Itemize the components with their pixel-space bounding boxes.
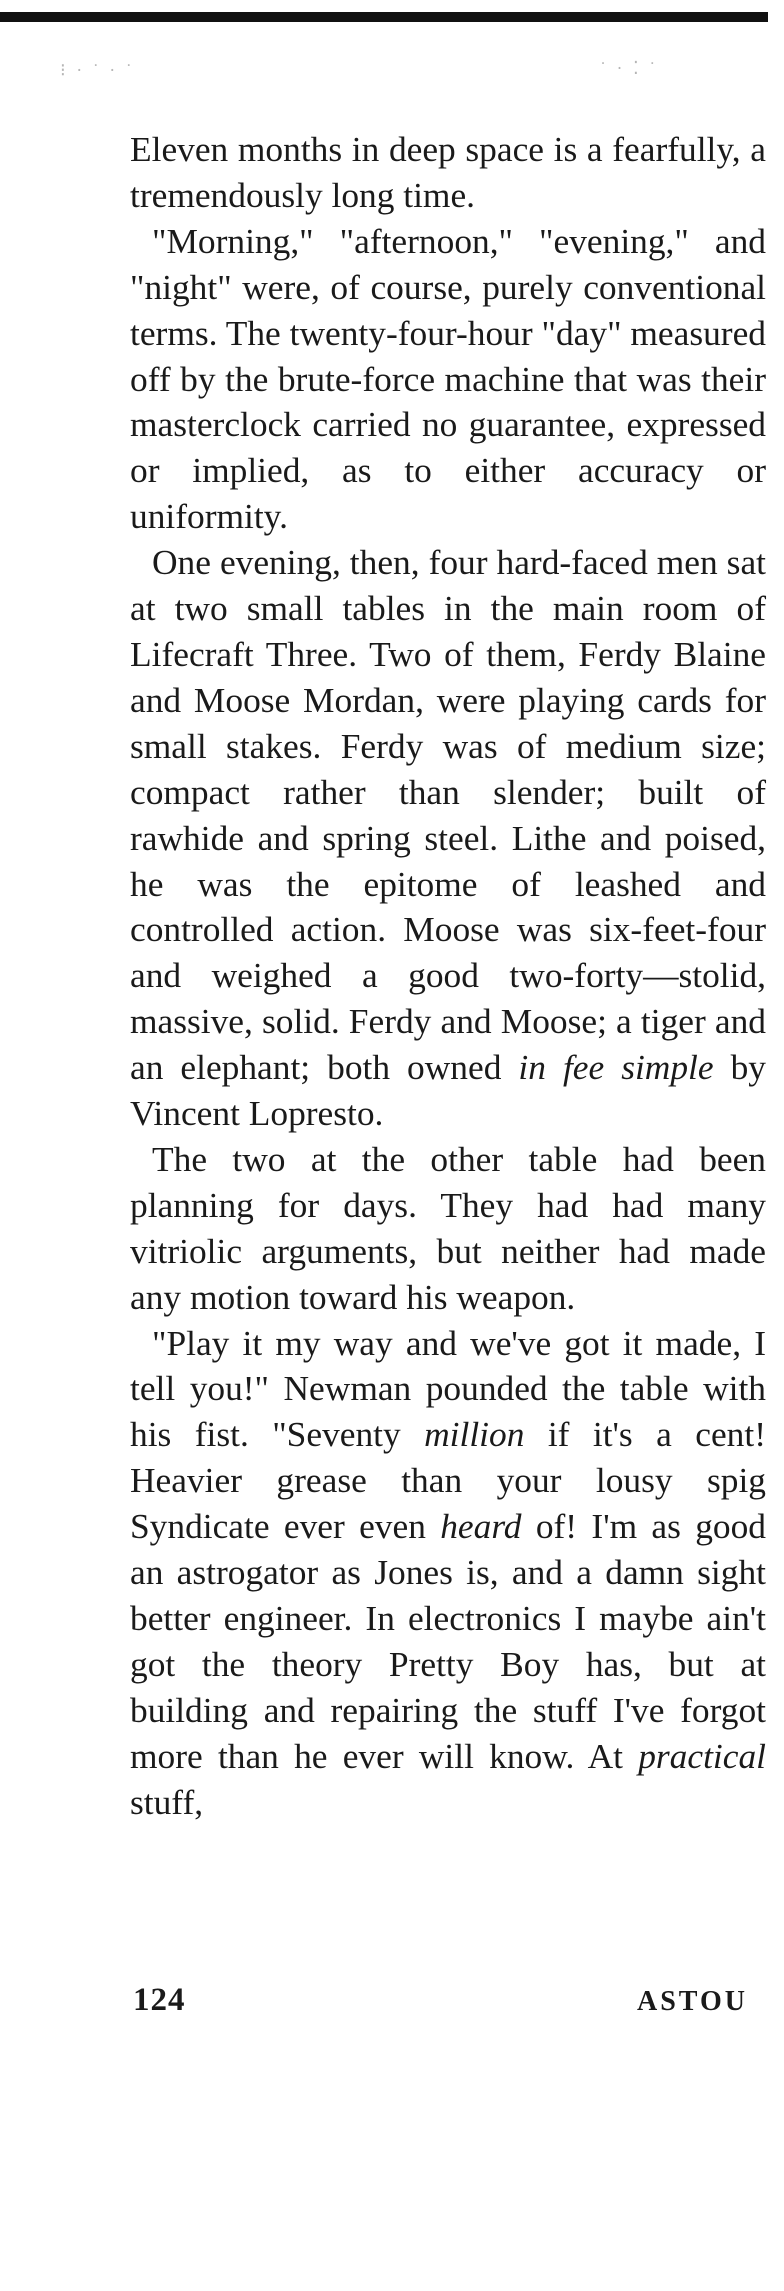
body-text: stuff, [130,1781,204,1822]
text-column [130,127,766,1826]
body-text: Eleven months in deep space is a fearfully, a tremendously long time. [130,129,766,215]
paragraph [130,540,766,1137]
italic-text: heard [440,1506,522,1547]
paragraph [130,1321,766,1826]
body-text: "Play it my way and we've got it made, I tell you!" Newman pounded the table with his fist. "Seventy [130,1322,766,1455]
italic-text: million [424,1414,525,1455]
body-text: if it's a cent! Heavier grease than your lousy spig Syndicate ever even [130,1414,766,1547]
paragraph [130,127,766,219]
body-text: by Vincent Lopresto. [130,1047,766,1134]
page-footer [0,1982,784,2042]
running-head: ASTOU [637,1986,748,2017]
body-text: of! I'm as good an astrogator as Jones is, and a damn sight better engineer. In electronics I maybe ain't got the theory Pretty Boy has, but at building and repairing the stuff I've forgot more than he ever will know. At [130,1506,767,1776]
body-text: One evening, then, four hard-faced men sat at two small tables in the main room of Lifecraft Three. Two of them, Ferdy Blaine and Moose Mordan, were playing cards for small stakes. Ferdy was of medium size; compact rather than slender; built of rawhide and spring steel. Lithe and poised, he was the epitome of leashed and controlled action. Moose was six-feet-four and weighed a good two-forty—stolid, massive, solid. Ferdy and Moose; a tiger and an elephant; both owned [130,542,766,1088]
scan-speckle: ⁝ · ˙ · ˙ [60,60,135,80]
body-text: The two at the other table had been planning for days. They had had many vitriolic arguments, but neither had made any motion toward his weapon. [130,1138,766,1317]
italic-text: practical [638,1735,766,1776]
italic-text: in fee simple [518,1047,714,1088]
paragraph [130,1137,766,1321]
paragraph [130,219,766,540]
scan-speckle: ˙ · ⁚ ˙ [600,58,659,78]
page-number: 124 [133,1982,186,2018]
top-rule [0,12,768,22]
body-text: "Morning," "afternoon," "evening," and "night" were, of course, purely conventional terms. The twenty-four-hour "day" measured off by the brute-force machine that was their masterclock carried no guarantee, expressed or implied, as to either accuracy or uniformity. [130,220,766,537]
